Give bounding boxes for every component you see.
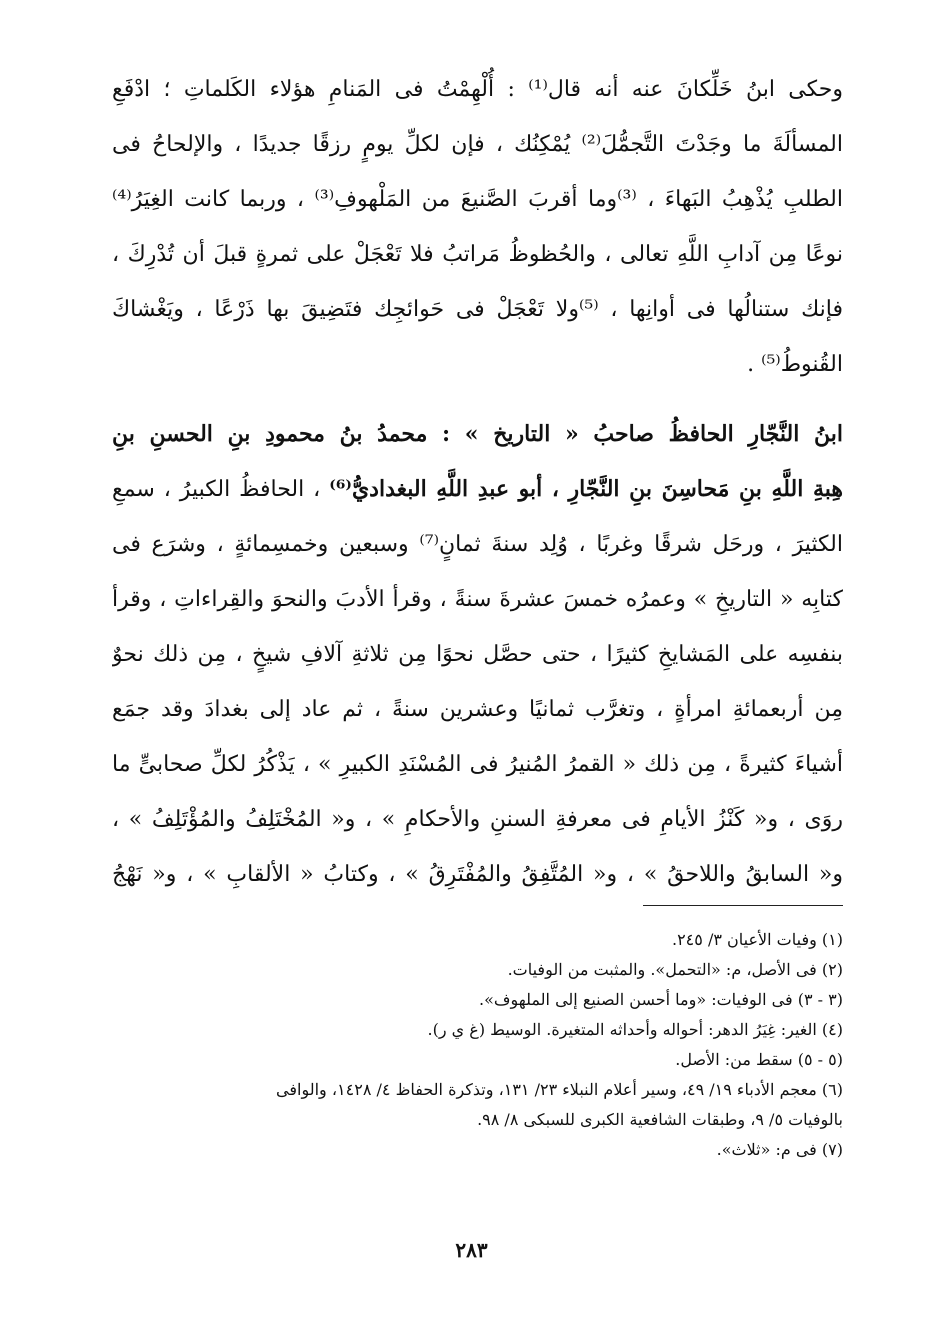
entry-heading: ابنُ النَّجّارِ الحافظُ صاحبُ « التاريخ » : محمدُ بنُ محمودِ بنِ الحسنِ بنِ [112, 421, 843, 447]
text-line: روَى ، و« كَنْزُ الأيامِ فى معرفةِ السننِ والأحكامِ » ، و« المُخْتَلِفُ والمُؤْتَلِفُ » ، [112, 807, 843, 832]
text-line: كتابِه « التاريخِ » وعمرُه خمسَ عشرةَ سنةً ، وقرأ الأدبَ والنحوَ والقِراءاتِ ، وقرأ [112, 587, 843, 612]
footnote: (٤) الغير: غِيَرُ الدهر: أحواله وأحداثه المتغيرة. الوسيط (غ ي ر). [427, 1020, 843, 1039]
footnote: (٦) معجم الأدباء ١٩/ ٤٩، وسير أعلام النبلاء ٢٣/ ١٣١، وتذكرة الحفاظ ٤/ ١٤٢٨، والوافى [276, 1080, 843, 1099]
text-line: القُنوطُ⁽⁵⁾ . [747, 352, 843, 377]
footnote: (٢) فى الأصل، م: «التحمل». والمثبت من الوفيات. [507, 960, 843, 979]
text-line: الطلبِ يُذْهِبُ البَهاءَ ، ⁽³⁾وما أقربَ الصَّنيعَ من المَلْهوفِ⁽³⁾ ، وربما كانت الغِيَرُ⁽⁴⁾ [112, 187, 843, 212]
footnote: (٥ - ٥) سقط من: الأصل. [675, 1050, 843, 1069]
main-text [112, 62, 843, 902]
text-line: بنفسِه على المَشايخِ كثيرًا ، حتى حصَّل نحوًا مِن ثلاثةِ آلافِ شيخٍ ، مِن ذلك نحوٌ [112, 642, 843, 667]
footnote: (١) وفيات الأعيان ٣/ ٢٤٥. [671, 930, 843, 949]
footnote: (٧) فى م: «ثلاث». [716, 1140, 843, 1159]
paragraph-1 [112, 62, 843, 392]
text-line [112, 462, 843, 517]
text-line: المسألَةَ ما وجَدْتَ التَّجمُّلَ⁽²⁾ يُمْكِنُك ، فإن لكلِّ يومٍ رزقًا جديدًا ، والإلحاحُ فى [112, 132, 843, 157]
text-line: فإنك ستنالُها فى أوانِها ، ⁽⁵⁾ولا تَعْجَلْ فى حَوائجِك فتَضِيقَ بها ذَرْعًا ، ويَغْشاكَ [112, 297, 843, 322]
footnote-continued: بالوفيات ٥/ ٩، وطبقات الشافعية الكبرى للسبكى ٨/ ٩٨. [477, 1110, 843, 1129]
footnote-divider [643, 905, 843, 906]
text-line: الكثيرَ ، ورحَل شرقًا وغربًا ، وُلِد سنةَ ثمانٍ⁽⁷⁾ وسبعين وخمسِمائةٍ ، وشرَع فى [112, 532, 843, 557]
text-fragment: ، الحافظُ الكبيرُ ، سمعِ [112, 477, 330, 502]
entry-heading-continued: هِبةِ اللَّهِ بنِ مَحاسِنَ بنِ النَّجّارِ ، أبو عبدِ اللَّهِ البغداديُّ⁽⁶⁾ [329, 476, 843, 502]
text-line: نوعًا مِن آدابِ اللَّهِ تعالى ، والحُظوظُ مَراتبُ فلا تَعْجَلْ على ثمرةٍ قبلَ أن تُدْرِكَ ، [112, 242, 843, 267]
footnotes [112, 925, 843, 1165]
text-line: مِن أربعمائةِ امرأةٍ ، وتغرَّب ثمانيًا وعشرين سنةً ، ثم عاد إلى بغدادَ وقد جمَع [112, 697, 843, 722]
paragraph-2 [112, 407, 843, 902]
text-line: وحكى ابنُ خَلِّكانَ عنه أنه قال⁽¹⁾ : أُلْهِمْتُ فى المَنامِ هؤلاء الكَلماتِ ؛ ادْفَعِ [112, 77, 843, 102]
text-line: و« السابقُ واللاحقُ » ، و« المُتَّفِقُ والمُفْتَرِقُ » ، وكتابُ « الألقابِ » ، و« نَهْجُ [112, 862, 843, 887]
text-line: أشياءَ كثيرةً ، مِن ذلك « القمرُ المُنيرُ فى المُسْنَدِ الكبيرِ » ، يَذْكُرُ لكلِّ صحابىٍّ ما [112, 752, 843, 777]
footnote: (٣ - ٣) فى الوفيات: «وما أحسن الصنيع إلى الملهوف». [479, 990, 843, 1009]
page-number: ٢٨٣ [455, 1238, 488, 1262]
